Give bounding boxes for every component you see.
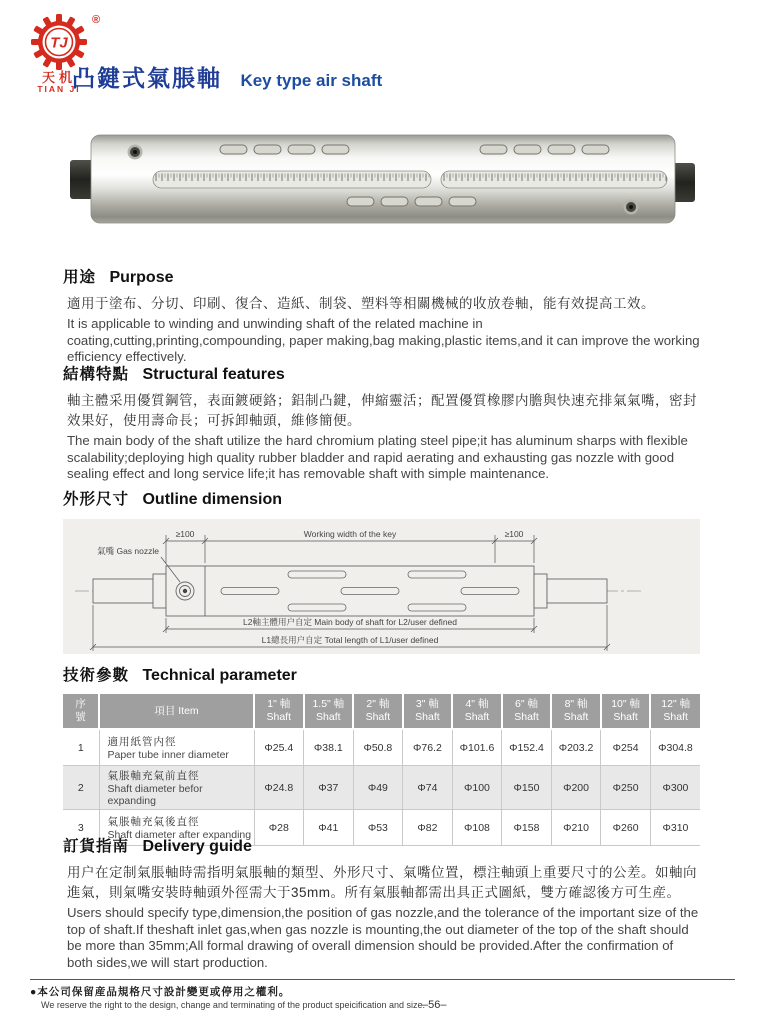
registered-mark: ® <box>92 14 101 26</box>
features-text-en: The main body of the shaft utilize the hard chromium plating steel pipe;it has aluminum sharps with flexible scalability;deploying high quality rubber bladder and rapid aerating and exhausting gas nozzle with good sealing effect and long service life;it has removable shaft with simple maintenance. <box>67 433 688 481</box>
table-cell: Φ38.1 <box>304 729 354 766</box>
purpose-heading-cn: 用途 <box>63 269 97 286</box>
features-heading-en: Structural features <box>142 366 285 383</box>
table-cell: Φ310 <box>650 810 700 846</box>
dim-left-label: ≥100 <box>175 529 195 539</box>
footer-note-en: We reserve the right to the design, change and terminating of the product speicification and size. <box>41 1000 426 1010</box>
table-cell: Φ260 <box>601 810 651 846</box>
parameters-heading <box>63 663 702 685</box>
gas-nozzle-label: 氣嘴 Gas nozzle <box>97 546 159 556</box>
l1-label: L1總長用户自定 Total length of L1/user defined <box>261 635 439 645</box>
table-cell: Φ24.8 <box>254 766 304 810</box>
top-dimension-lines <box>163 535 537 563</box>
table-cell: Φ150 <box>502 766 552 810</box>
table-cell: Φ50.8 <box>353 729 403 766</box>
table-cell: Φ100 <box>452 766 502 810</box>
delivery-heading-en: Delivery guide <box>142 838 252 855</box>
section-parameters <box>63 663 702 846</box>
table-cell: Φ53 <box>353 810 403 846</box>
col-header-2in: 2" 軸 Shaft <box>353 693 403 729</box>
table-cell: Φ37 <box>304 766 354 810</box>
section-outline <box>63 487 702 654</box>
row-no: 3 <box>63 810 99 846</box>
table-cell: Φ254 <box>601 729 651 766</box>
col-header-1-5in: 1.5" 軸 Shaft <box>304 693 354 729</box>
table-cell: Φ49 <box>353 766 403 810</box>
parameters-table <box>63 692 700 846</box>
delivery-heading <box>63 834 702 856</box>
table-cell: Φ158 <box>502 810 552 846</box>
table-cell: Φ76.2 <box>403 729 453 766</box>
outline-heading-cn: 外形尺寸 <box>63 491 130 508</box>
delivery-heading-cn: 訂貨指南 <box>63 838 130 855</box>
brand-name-cn: 天机 <box>41 70 76 85</box>
page-number: –56– <box>422 999 447 1011</box>
col-header-item: 項目 Item <box>99 693 254 729</box>
bullet-icon: ● <box>30 986 38 998</box>
delivery-text-cn: 用户在定制氣脹軸時需指明氣脹軸的類型、外形尺寸、氣嘴位置，標注軸頭上重要尺寸的公差。如軸向進氣，則氣嘴安裝時軸頭外徑需大于35mm。所有氣脹軸都需出具正式圖紙，雙方確認後方可生産。 <box>67 865 697 900</box>
product-photo <box>65 120 700 238</box>
section-delivery <box>63 834 702 971</box>
footer-note-cn: ●本公司保留産品規格尺寸設計變更或停用之權利。 <box>30 986 291 998</box>
features-heading <box>63 362 702 384</box>
section-features <box>63 362 702 483</box>
purpose-heading-en: Purpose <box>109 269 174 286</box>
page-title <box>72 60 382 93</box>
table-cell: Φ300 <box>650 766 700 810</box>
table-cell: Φ25.4 <box>254 729 304 766</box>
table-cell: Φ41 <box>304 810 354 846</box>
outline-heading-en: Outline dimension <box>142 491 283 508</box>
purpose-text-cn: 適用于塗布、分切、印刷、復合、造紙、制袋、塑料等相關機械的收放卷軸，能有效提高工效。 <box>67 296 655 311</box>
table-cell: Φ108 <box>452 810 502 846</box>
col-header-3in: 3" 軸 Shaft <box>403 693 453 729</box>
page-title-cn: 凸鍵式氣脹軸 <box>72 65 222 91</box>
brand-name-en: TIAN JI <box>37 84 81 94</box>
page-footer <box>30 979 735 1010</box>
outline-heading <box>63 487 702 509</box>
row-item: 適用紙管内徑 Paper tube inner diameter <box>99 729 254 766</box>
ruler-grooves <box>153 171 667 188</box>
purpose-text-en: It is applicable to winding and unwinding shaft of the related machine in coating,cutting,printing,compounding, paper making,bag making,plastic items,and it can improve the working efficiency effectively. <box>67 316 700 364</box>
table-cell: Φ152.4 <box>502 729 552 766</box>
outline-diagram <box>63 519 700 654</box>
parameters-heading-en: Technical parameter <box>142 667 297 684</box>
col-header-6in: 6" 軸 Shaft <box>502 693 552 729</box>
table-cell: Φ203.2 <box>551 729 601 766</box>
col-header-8in: 8" 軸 Shaft <box>551 693 601 729</box>
table-cell: Φ250 <box>601 766 651 810</box>
table-cell: Φ74 <box>403 766 453 810</box>
table-cell: Φ210 <box>551 810 601 846</box>
dim-right-label: ≥100 <box>504 529 524 539</box>
col-header-no: 序 號 <box>63 693 99 729</box>
features-text-cn: 軸主體采用優質鋼管，表面鍍硬鉻；鋁制凸鍵，伸縮靈活；配置優質橡膠内膽與快速充排氣氣嘴，密封效果好，使用壽命長；可拆卸軸頭，維修簡便。 <box>67 393 697 428</box>
page-title-en: Key type air shaft <box>240 71 383 90</box>
table-row <box>63 766 700 810</box>
row-no: 1 <box>63 729 99 766</box>
row-item: 氣脹軸充氣前直徑 Shaft diameter befor expanding <box>99 766 254 810</box>
logo-monogram: TJ <box>50 34 68 52</box>
table-cell: Φ101.6 <box>452 729 502 766</box>
col-header-12in: 12" 軸 Shaft <box>650 693 700 729</box>
col-header-4in: 4" 軸 Shaft <box>452 693 502 729</box>
purpose-heading <box>63 265 702 287</box>
table-cell: Φ82 <box>403 810 453 846</box>
row-no: 2 <box>63 766 99 810</box>
table-header-row <box>63 693 700 729</box>
l2-label: L2軸主體用户自定 Main body of shaft for L2/user defined <box>242 617 458 627</box>
table-cell: Φ28 <box>254 810 304 846</box>
working-width-label: Working width of the key <box>303 529 397 539</box>
parameters-heading-cn: 技術參數 <box>63 667 130 684</box>
table-row <box>63 729 700 766</box>
col-header-10in: 10" 軸 Shaft <box>601 693 651 729</box>
table-cell: Φ200 <box>551 766 601 810</box>
delivery-text-en: Users should specify type,dimension,the position of gas nozzle,and the tolerance of the important size of the top of shaft.If theshaft inlet gas,when gas nozzle is mounting,the out diameter of the top of the shaft should be more than 35mm;All formal drawing of overall dimension should be provided.After the confirmation of both sides,we will start production. <box>67 905 699 970</box>
table-cell: Φ304.8 <box>650 729 700 766</box>
col-header-1in: 1" 軸 Shaft <box>254 693 304 729</box>
row-item: 氣脹軸充氣後直徑 Shaft diameter after expanding <box>99 810 254 846</box>
features-heading-cn: 結構特點 <box>63 366 130 383</box>
section-purpose <box>63 265 702 366</box>
